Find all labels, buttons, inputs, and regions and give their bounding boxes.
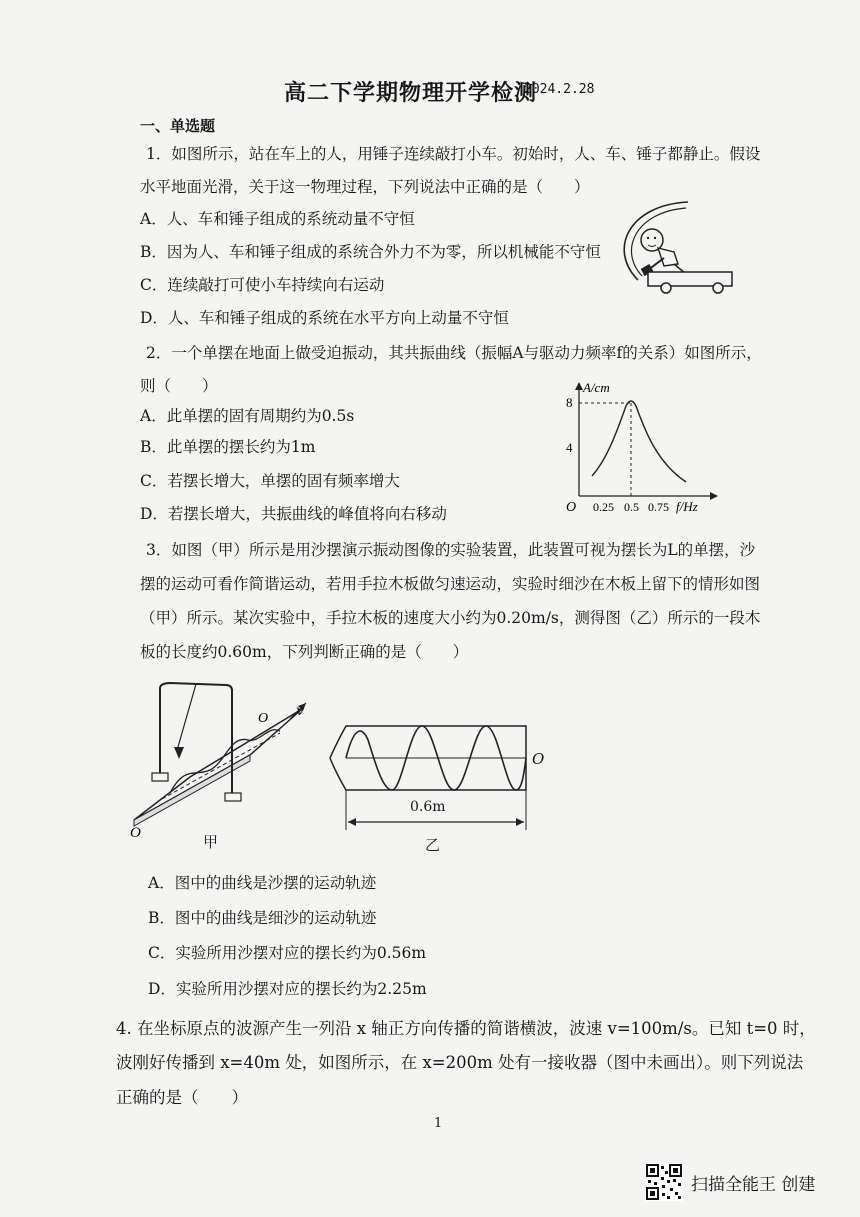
person-head bbox=[641, 229, 663, 251]
qr-code-icon bbox=[645, 1163, 683, 1201]
q3-stem-line4: 板的长度约0.60m，下列判断正确的是（ ） bbox=[140, 643, 469, 661]
sand-funnel bbox=[174, 747, 184, 759]
cart-wheel-right bbox=[713, 283, 723, 293]
q1-stem-line2: 水平地面光滑，关于这一物理过程，下列说法中正确的是（ ） bbox=[140, 178, 590, 196]
page-number: 1 bbox=[434, 1116, 443, 1131]
q4-stem-line3: 正确的是（ ） bbox=[116, 1088, 248, 1107]
frame-base-left bbox=[152, 773, 168, 781]
q3-option-a: A．图中的曲线是沙摆的运动轨迹 bbox=[148, 874, 377, 892]
resonance-curve bbox=[592, 401, 686, 482]
q2-stem-line2: 则（ ） bbox=[140, 377, 218, 395]
y-tick-4: 4 bbox=[566, 440, 573, 455]
q1-stem-line1: 1．如图所示，站在车上的人，用锤子连续敲打小车。初始时，人、车、锤子都静止。假设 bbox=[146, 145, 761, 163]
y-tick-8: 8 bbox=[566, 395, 573, 410]
cart-wheel-left bbox=[661, 283, 671, 293]
origin-label: O bbox=[566, 500, 577, 515]
y-axis-label: A/cm bbox=[583, 380, 610, 395]
person-body bbox=[658, 248, 678, 266]
x-tick-0.25: 0.25 bbox=[593, 500, 614, 514]
fig-yi-o-label: O bbox=[532, 750, 545, 768]
q1-option-a: A．人、车和锤子组成的系统动量不守恒 bbox=[140, 210, 415, 228]
scanner-watermark: 扫描全能王 创建 bbox=[691, 1175, 816, 1195]
pendulum-string bbox=[178, 684, 196, 747]
board-origin-o-label: O bbox=[130, 825, 141, 841]
board-end-o-label: O bbox=[258, 711, 269, 726]
q3-stem-line3: （甲）所示。某次实验中，手拉木板的速度大小约为0.20m/s，测得图（乙）所示的一段木 bbox=[140, 609, 761, 627]
q2-option-d: D．若摆长增大，共振曲线的峰值将向右移动 bbox=[140, 505, 447, 523]
q3-fig-jia-apparatus bbox=[130, 675, 310, 855]
q2-resonance-graph bbox=[560, 378, 730, 518]
q2-option-c: C．若摆长增大，单摆的固有频率增大 bbox=[140, 472, 400, 490]
q3-option-d: D．实验所用沙摆对应的摆长约为2.25m bbox=[148, 980, 427, 998]
fig-jia-caption: 甲 bbox=[203, 833, 219, 851]
q2-option-a: A．此单摆的固有周期约为0.5s bbox=[140, 407, 355, 425]
q3-stem-line1: 3．如图（甲）所示是用沙摆演示振动图像的实验装置，此装置可视为摆长为L的单摆，沙 bbox=[146, 541, 756, 559]
x-tick-0.75: 0.75 bbox=[648, 500, 669, 514]
page-title: 高二下学期物理开学检测 bbox=[284, 80, 538, 106]
q1-option-b: B．因为人、车和锤子组成的系统合外力不为零，所以机械能不守恒 bbox=[140, 243, 601, 261]
q3-option-b: B．图中的曲线是细沙的运动轨迹 bbox=[148, 909, 377, 927]
length-label: 0.6m bbox=[410, 799, 446, 815]
fig-yi-caption: 乙 bbox=[425, 836, 441, 854]
q1-option-c: C．连续敲打可使小车持续向右运动 bbox=[140, 276, 385, 294]
q1-option-d: D．人、车和锤子组成的系统在水平方向上动量不守恒 bbox=[140, 309, 509, 327]
velocity-v-label: v bbox=[296, 703, 304, 719]
q3-stem-line2: 摆的运动可看作简谐运动，若用手拉木板做匀速运动，实验时细沙在木板上留下的情形如图 bbox=[140, 575, 761, 593]
x-tick-0.5: 0.5 bbox=[624, 500, 639, 514]
section-title: 一、单选题 bbox=[140, 117, 216, 135]
x-axis-label: f/Hz bbox=[676, 499, 698, 514]
q3-option-c: C．实验所用沙摆对应的摆长约为0.56m bbox=[148, 944, 427, 962]
q1-person-cart-figure bbox=[608, 200, 748, 300]
exam-date: 2024.2.28 bbox=[524, 82, 595, 97]
q4-stem-line1: 4. 在坐标原点的波源产生一列沿 x 轴正方向传播的简谐横波，波速 v=100m/s。已知 t=0 时， bbox=[116, 1019, 816, 1038]
frame-base-right bbox=[225, 793, 241, 801]
q3-fig-yi-board bbox=[326, 718, 556, 836]
q4-stem-line2: 波刚好传播到 x=40m 处，如图所示，在 x=200m 处有一接收器（图中未画出）。则下列说法 bbox=[116, 1053, 804, 1072]
q2-option-b: B．此单摆的摆长约为1m bbox=[140, 438, 316, 456]
q2-stem-line1: 2．一个单摆在地面上做受迫振动，其共振曲线（振幅A与驱动力频率f的关系）如图所示， bbox=[146, 344, 762, 362]
